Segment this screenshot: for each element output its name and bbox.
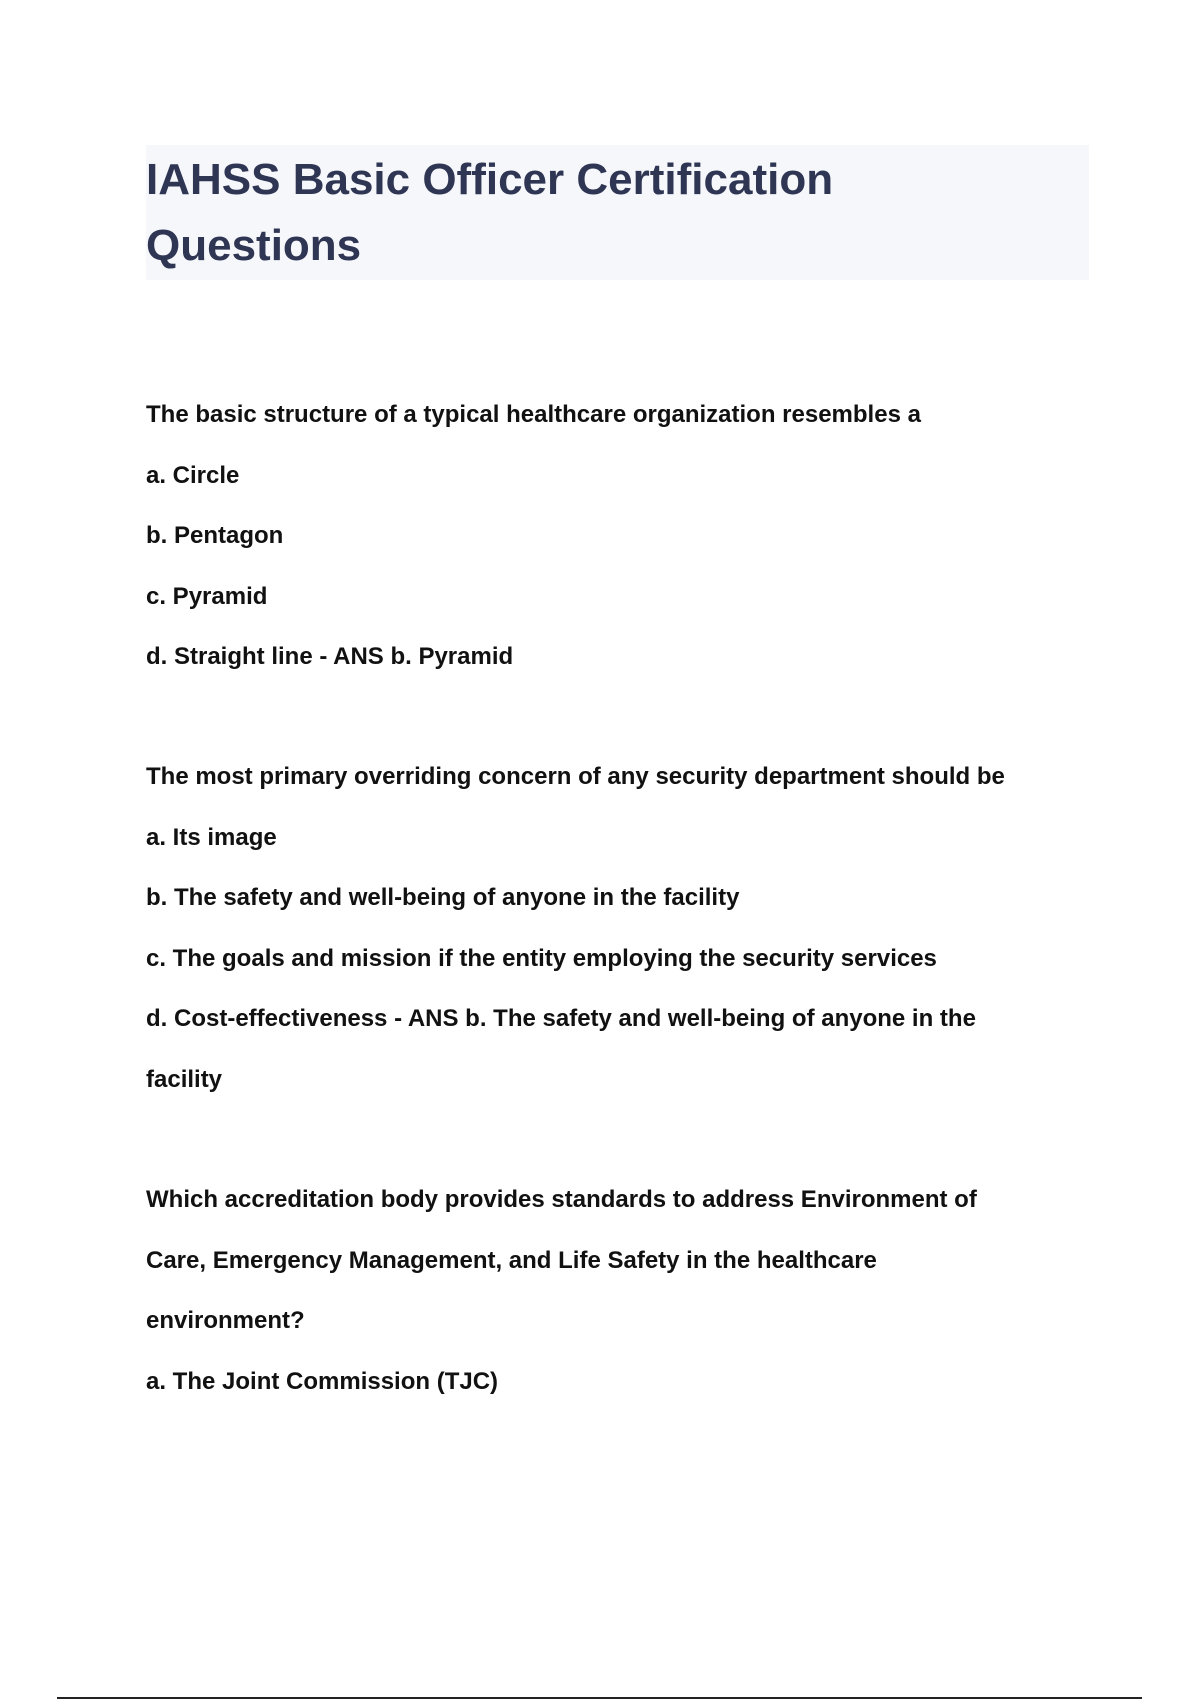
question-1-option-a: a. Circle [146,461,240,489]
question-2-option-d-answer: d. Cost-effectiveness - ANS b. The safety and well-being of anyone in the [146,1005,976,1032]
question-3-option-a: a. The Joint Commission (TJC) [146,1367,499,1395]
question-block-3 [146,1170,1106,1412]
question-3-stem-line-1: Which accreditation body provides standards to address Environment of [146,1186,977,1213]
question-3-stem-line-3: environment? [146,1307,305,1334]
title-line-1: IAHSS Basic Officer Certification [146,155,834,204]
question-1-stem: The basic structure of a typical healthcare organization resembles a [146,401,921,428]
footer-divider [57,1697,1142,1699]
question-1-option-b: b. Pentagon [146,522,284,549]
question-block-2 [146,747,1106,1110]
question-3-stem-line-2: Care, Emergency Management, and Life Safety in the healthcare [146,1246,877,1274]
title-line-2: Questions [146,221,362,270]
question-block-1 [146,385,1106,688]
question-1-option-c: c. Pyramid [146,582,268,610]
question-1-option-d-answer: d. Straight line - ANS b. Pyramid [146,643,514,670]
question-2-stem: The most primary overriding concern of any security department should be [146,763,1005,790]
document-title [146,145,1089,280]
question-2-option-c: c. The goals and mission if the entity employing the security services [146,944,937,972]
question-2-answer-continuation: facility [146,1065,223,1093]
question-2-option-b: b. The safety and well-being of anyone in the facility [146,884,740,911]
question-2-option-a: a. Its image [146,823,277,851]
